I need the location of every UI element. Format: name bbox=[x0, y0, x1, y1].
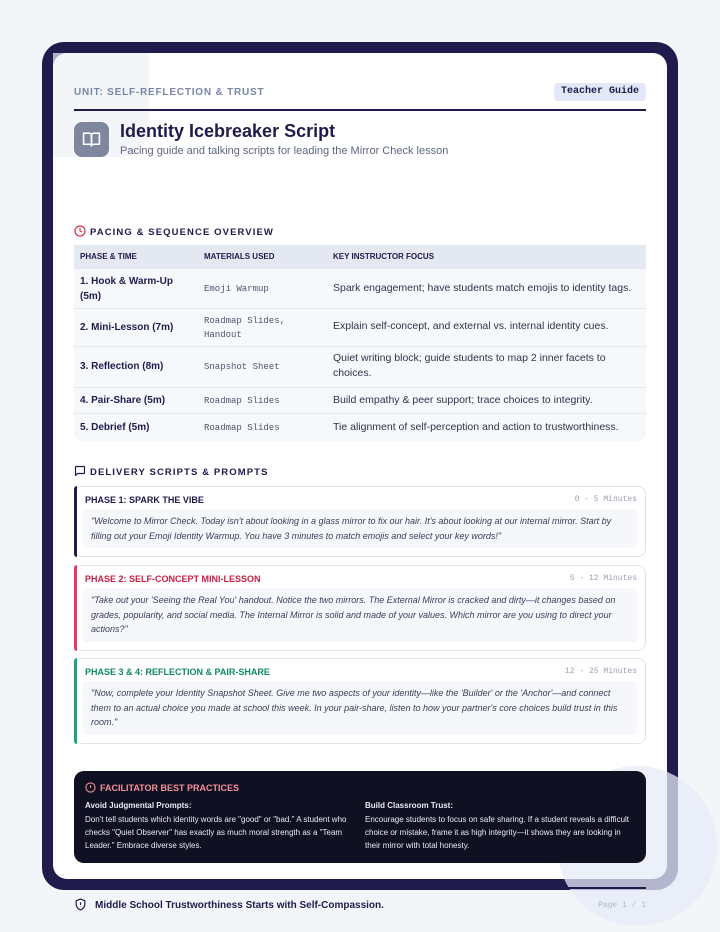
alert-circle-icon bbox=[85, 782, 96, 793]
script-phase-title: PHASE 3 & 4: REFLECTION & PAIR-SHARE bbox=[85, 667, 270, 677]
materials-cell: Emoji Warmup bbox=[204, 284, 269, 294]
phase-accent-bar bbox=[74, 658, 77, 744]
phase-cell: 3. Reflection (8m) bbox=[80, 361, 164, 372]
phase-accent-bar bbox=[74, 565, 77, 651]
script-time: 0 - 5 Minutes bbox=[574, 495, 637, 504]
table-header bbox=[74, 245, 646, 268]
chat-icon bbox=[74, 465, 86, 477]
materials-cell: Roadmap Slides bbox=[204, 396, 280, 406]
table-row bbox=[74, 308, 646, 346]
tip-body: Encourage students to focus on safe sharing. If a student reveals a difficult choice or mistake, frame it as high integrity—it shows they are looking in their mirror with total honesty. bbox=[365, 815, 630, 850]
phase-cell: 5. Debrief (5m) bbox=[80, 422, 150, 433]
phase-cell: 4. Pair-Share (5m) bbox=[80, 395, 166, 406]
script-quote: "Welcome to Mirror Check. Today isn't about looking in a glass mirror to fix our hair. It's about looking at our internal mirror. Start by filling out your Emoji Identity Warmup. You have 3 minutes to match emojis and select your key words!" bbox=[83, 509, 637, 548]
script-card bbox=[74, 486, 646, 557]
focus-cell: Explain self-concept, and external vs. internal identity cues. bbox=[333, 320, 609, 332]
page-title: Identity Icebreaker Script bbox=[120, 121, 336, 141]
document-header bbox=[74, 73, 646, 111]
page-subtitle: Pacing guide and talking scripts for leading the Mirror Check lesson bbox=[120, 145, 449, 157]
document-content: UNIT: SELF-REFLECTION & TRUST Teacher Guide Identity Icebreaker Script Pacing guide and talking scripts for leading the Mirror Check lesson PACING & SEQUENCE OVERVIEW PHASE & TIME MATERIALS USED KEY INSTRUCTOR FOCUS 1. Hook & Warm-Up (5m) Emoji Warmup Spark engagement; have students match emojis to identity tags. 2. Mini-Lesson (7m) Roadmap Slides, Handout Explain self-concept, and external vs. internal identity cues. 3. Reflection (8m) Snapshot Sheet Quiet writing block; guide students to map 2 inner facets to choices. 4. Pair-Share (5m) Roadmap Slides Build empathy & peer support; trace choices to integrity. 5. Debrief (5m) Roadmap Slides Tie alignment of self-perception and action to trustworthiness. DELIVERY SCRIPTS & PROMPTS PHASE 1: SPARK THE VIBE 0 - 5 Minutes "Welcome to Mirror Check. Today isn't about looking in a glass mirror to fix our hair. It's about looking at our internal mirror. Start by filling out your Emoji Identity Warmup. You have 3 minutes to match emojis and select your key words!" PHASE 2: SELF-CONCEPT MINI-LESSON 5 - 12 Minutes "Take out your 'Seeing the Real You' handout. Notice the two mirrors. The External Mirror is cracked and dirty—it changes based on grades, popularity, and social media. The Internal Mirror is solid and made of your values. Which mirror are you using to direct your actions?" PHASE 3 & 4: REFLECTION & PAIR-SHARE 12 - 25 Minutes "Now, complete your Identity Snapshot Sheet. Give me two aspects of your identity—like the 'Builder' or the 'Anchor'—and connect them to an actual choice you made at school this week. In your pair-share, listen to how your partner's core choices build trust in this room." FACILITATOR BEST PRACTICES Avoid Judgmental Prompts: Don't tell students which identity words are "good" or "bad." A student who checks "Quiet Observer" has exactly as much moral strength as a "Team Leader." Embrace diverse styles. Build Classroom Trust: Encourage students to focus on safe sharing. If a student reveals a difficult choice or mistake, frame it as high integrity—it shows they are looking in their mirror with total honesty. Middle School Trustworthiness Starts with Self-Compassion. Page 1 / 1 bbox=[74, 53, 646, 879]
page-frame bbox=[42, 42, 678, 911]
materials-cell: Roadmap Slides, Handout bbox=[204, 316, 286, 340]
page-number: Page 1 / 1 bbox=[597, 901, 646, 910]
focus-cell: Build empathy & peer support; trace choices to integrity. bbox=[333, 394, 593, 406]
script-phase-title: PHASE 2: SELF-CONCEPT MINI-LESSON bbox=[85, 574, 261, 584]
script-card bbox=[74, 565, 646, 651]
script-time: 12 - 25 Minutes bbox=[564, 667, 637, 676]
script-quote: "Now, complete your Identity Snapshot Sheet. Give me two aspects of your identity—like the 'Builder' or the 'Anchor'—and connect them to an actual choice you made at school this week. In your pair-share, listen to how your partner's core choices build trust in this room." bbox=[83, 681, 637, 735]
table-row bbox=[74, 387, 646, 413]
facilitator-box bbox=[74, 771, 646, 863]
table-row bbox=[74, 268, 646, 308]
materials-cell: Snapshot Sheet bbox=[204, 362, 280, 372]
facilitator-heading: FACILITATOR BEST PRACTICES bbox=[100, 783, 240, 793]
tip-title: Build Classroom Trust: bbox=[365, 801, 454, 810]
unit-label: UNIT: SELF-REFLECTION & TRUST bbox=[74, 87, 265, 98]
materials-cell: Roadmap Slides bbox=[204, 423, 280, 433]
document-page bbox=[53, 53, 667, 911]
shield-icon bbox=[74, 898, 87, 911]
tip-title: Avoid Judgmental Prompts: bbox=[85, 801, 192, 810]
facilitator-tip bbox=[85, 799, 357, 852]
tip-body: Don't tell students which identity words are "good" or "bad." A student who checks "Quiet Observer" has exactly as much moral strength as a "Team Leader." Embrace diverse styles. bbox=[85, 815, 347, 850]
focus-cell: Tie alignment of self-perception and action to trustworthiness. bbox=[333, 421, 619, 433]
table-row bbox=[74, 346, 646, 387]
table-row bbox=[74, 413, 646, 441]
focus-cell: Spark engagement; have students match emojis to identity tags. bbox=[333, 282, 632, 294]
script-quote: "Take out your 'Seeing the Real You' handout. Notice the two mirrors. The External Mirror is cracked and dirty—it changes based on grades, popularity, and social media. The Internal Mirror is solid and made of your values. Which mirror are you using to direct your actions?" bbox=[83, 588, 637, 642]
footer-text: Middle School Trustworthiness Starts with Self-Compassion. bbox=[95, 900, 384, 911]
clock-icon bbox=[74, 225, 86, 237]
script-phase-title: PHASE 1: SPARK THE VIBE bbox=[85, 495, 204, 505]
document-footer bbox=[74, 887, 646, 911]
phase-accent-bar bbox=[74, 486, 77, 557]
pacing-table bbox=[74, 245, 646, 441]
column-header: PHASE & TIME bbox=[80, 252, 137, 261]
phase-cell: 2. Mini-Lesson (7m) bbox=[80, 322, 174, 333]
phase-cell: 1. Hook & Warm-Up (5m) bbox=[80, 276, 173, 302]
teacher-guide-badge: Teacher Guide bbox=[554, 83, 646, 101]
script-time: 5 - 12 Minutes bbox=[569, 574, 637, 583]
focus-cell: Quiet writing block; guide students to map 2 inner facets to choices. bbox=[333, 352, 606, 379]
facilitator-tip bbox=[365, 799, 637, 852]
book-icon bbox=[74, 122, 109, 157]
column-header: KEY INSTRUCTOR FOCUS bbox=[333, 252, 435, 261]
column-header: MATERIALS USED bbox=[204, 252, 275, 261]
script-card bbox=[74, 658, 646, 744]
